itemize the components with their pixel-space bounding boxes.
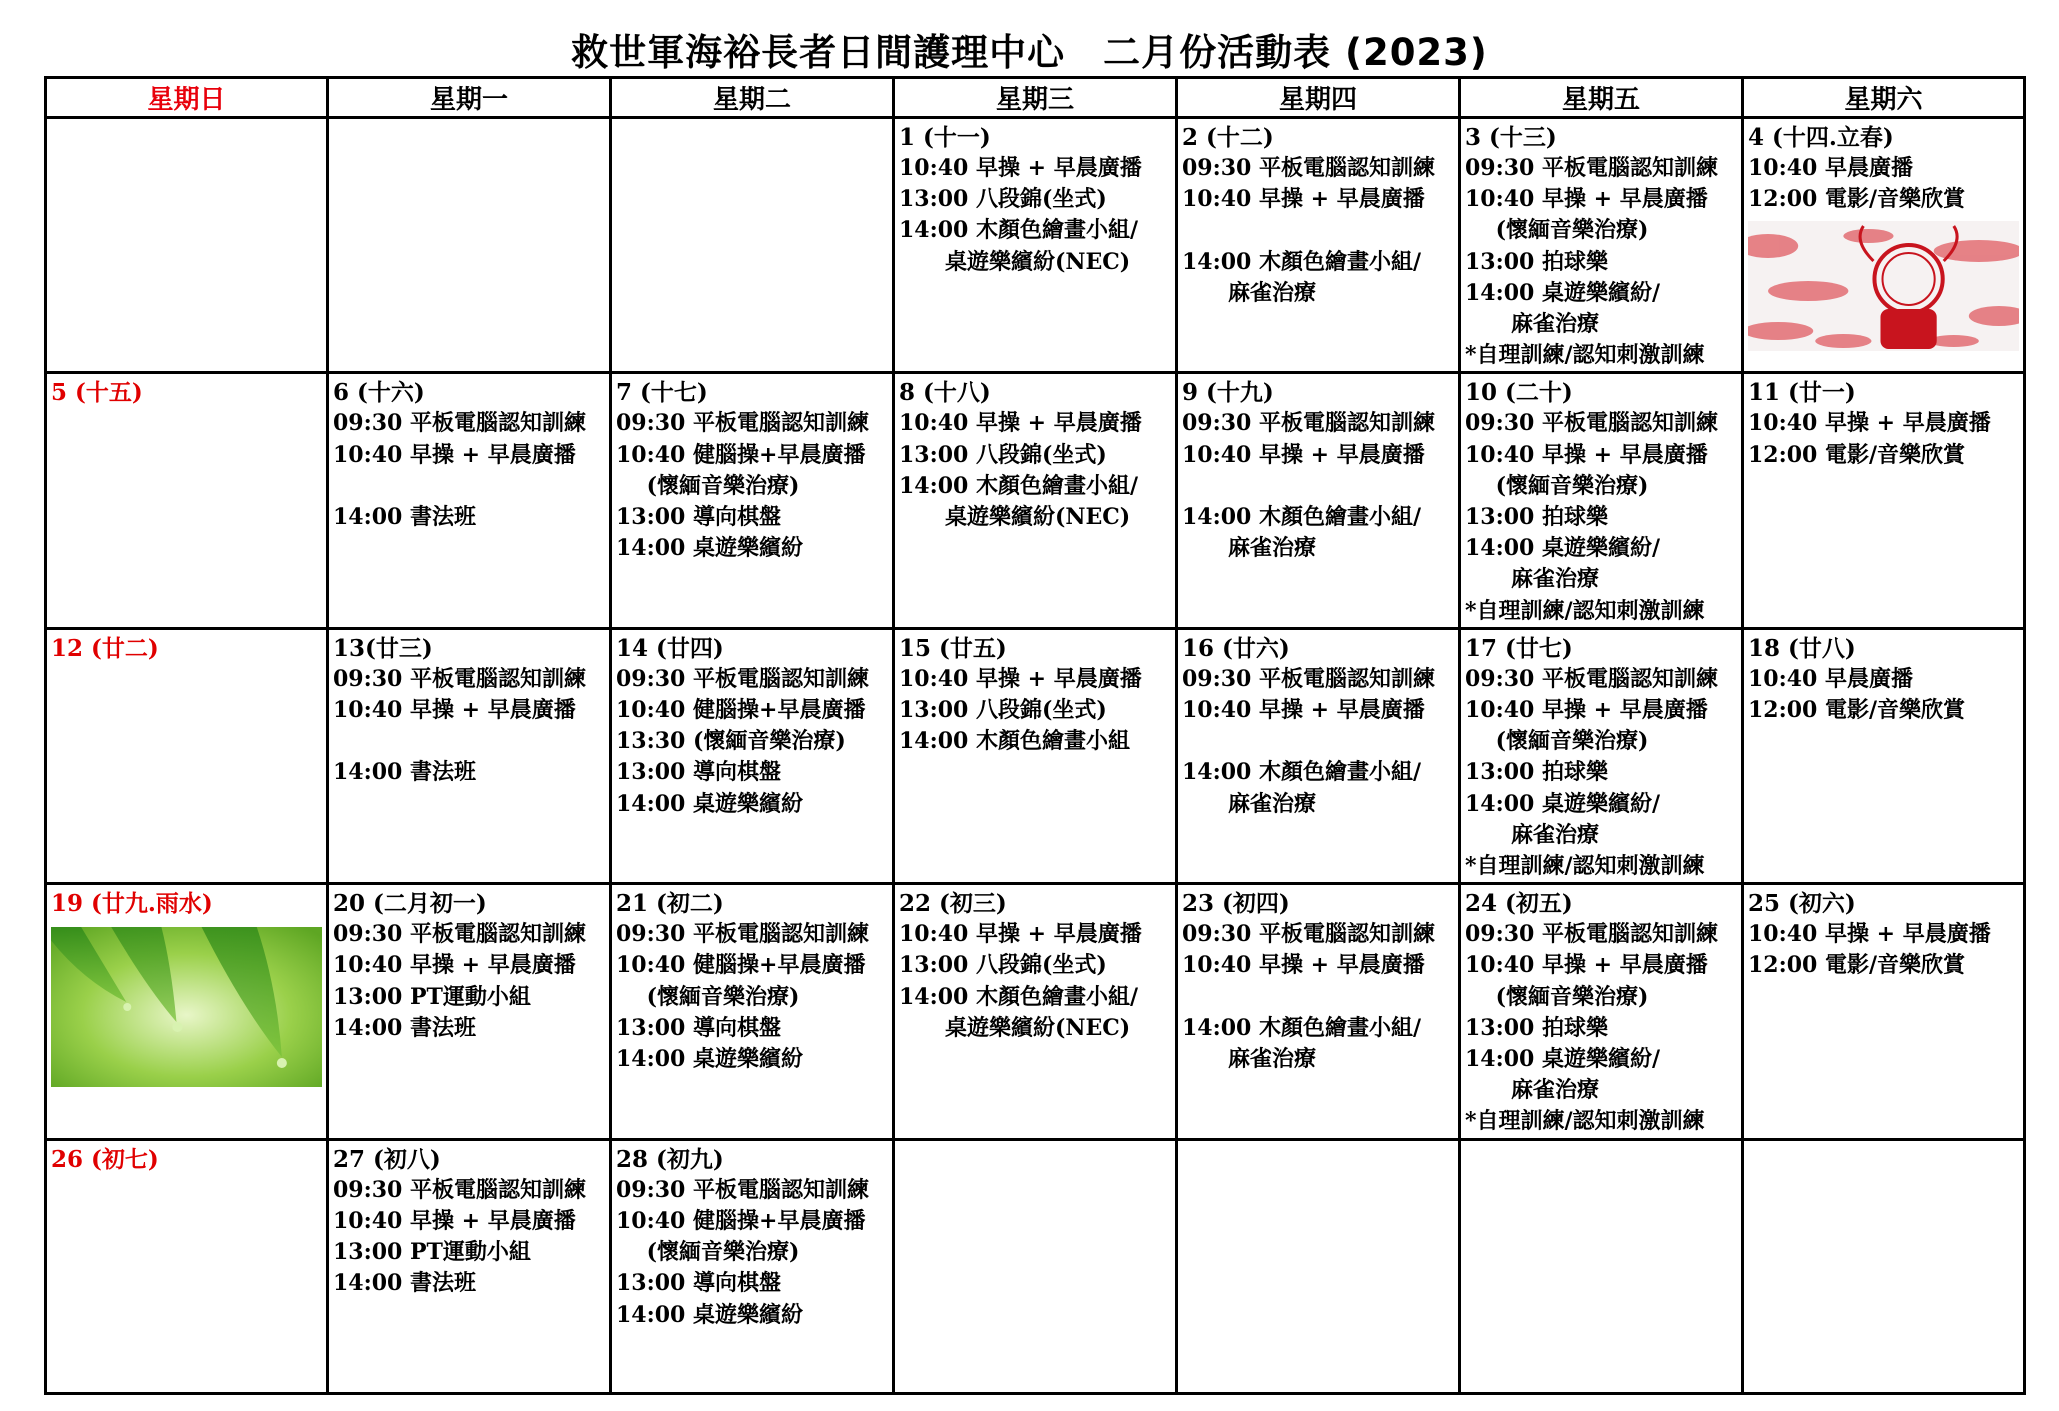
day-cell bbox=[328, 628, 611, 883]
activity-line: (懷緬音樂治療) bbox=[1465, 472, 1649, 499]
activity-line: 14:00 書法班 bbox=[333, 504, 477, 531]
day-cell bbox=[611, 884, 894, 1139]
activity-line: 14:00 桌遊樂繽紛 bbox=[616, 1301, 804, 1328]
day-number: 7 (十七) bbox=[616, 379, 708, 407]
activity-line bbox=[1182, 215, 1454, 246]
week-row bbox=[46, 1139, 2025, 1393]
activity-line: (懷緬音樂治療) bbox=[616, 983, 800, 1010]
day-cell bbox=[1177, 884, 1460, 1139]
day-cell bbox=[1177, 628, 1460, 883]
activity-line: 10:40 早操 + 早晨廣播 bbox=[333, 441, 576, 468]
activity-line: 10:40 早操 + 早晨廣播 bbox=[1465, 186, 1708, 213]
week-row bbox=[46, 628, 2025, 883]
activity-line: 14:00 桌遊樂繽紛/ bbox=[1465, 279, 1661, 306]
activity-line bbox=[333, 726, 605, 757]
activity-line bbox=[1182, 726, 1454, 757]
activity-line: (懷緬音樂治療) bbox=[1465, 217, 1649, 244]
activity-line: 麻雀治療 bbox=[1465, 1077, 1599, 1104]
day-cell bbox=[328, 1139, 611, 1393]
activity-line: 10:40 早操 + 早晨廣播 bbox=[1465, 697, 1708, 724]
empty-day-cell bbox=[1177, 1139, 1460, 1393]
activity-line: 09:30 平板電腦認知訓練 bbox=[333, 410, 587, 437]
day-cell bbox=[1460, 628, 1743, 883]
day-cell bbox=[1743, 884, 2025, 1139]
day-number: 28 (初九) bbox=[616, 1145, 724, 1173]
activity-line: 09:30 平板電腦認知訓練 bbox=[1465, 155, 1719, 181]
activity-line: 10:40 早操 + 早晨廣播 bbox=[1748, 921, 1991, 948]
day-cell bbox=[1460, 118, 1743, 373]
activity-line: 麻雀治療 bbox=[1465, 821, 1599, 848]
activity-line: 09:30 平板電腦認知訓練 bbox=[1182, 155, 1436, 181]
activity-line: 12:00 電影/音樂欣賞 bbox=[1748, 952, 1966, 979]
activity-line: 10:40 健腦操+早晨廣播 bbox=[616, 1207, 866, 1234]
day-cell bbox=[1177, 373, 1460, 628]
activity-line: 14:00 桌遊樂繽紛 bbox=[616, 1046, 804, 1073]
weekday-header-row bbox=[46, 78, 2025, 118]
activity-line: *自理訓練/認知刺激訓練 bbox=[1465, 853, 1705, 880]
empty-day-cell bbox=[46, 118, 328, 373]
day-number: 17 (廿七) bbox=[1465, 634, 1573, 662]
weekday-header: 星期四 bbox=[1177, 78, 1460, 118]
activity-line: 10:40 早操 + 早晨廣播 bbox=[333, 697, 576, 724]
day-cell bbox=[611, 373, 894, 628]
day-number: 24 (初五) bbox=[1465, 890, 1573, 918]
day-cell bbox=[46, 884, 328, 1139]
activity-line: 14:00 書法班 bbox=[333, 1270, 477, 1297]
activity-line: *自理訓練/認知刺激訓練 bbox=[1465, 597, 1705, 624]
activity-line: (懷緬音樂治療) bbox=[1465, 728, 1649, 755]
activity-line: 桌遊樂繽紛(NEC) bbox=[899, 504, 1131, 531]
activity-line: 13:00 導向棋盤 bbox=[616, 504, 782, 531]
activity-line: 10:40 健腦操+早晨廣播 bbox=[616, 697, 866, 724]
day-number: 1 (十一) bbox=[899, 124, 991, 151]
day-cell bbox=[46, 373, 328, 628]
day-number: 18 (廿八) bbox=[1748, 634, 1856, 662]
activity-line: 13:00 PT運動小組 bbox=[333, 983, 531, 1010]
week-row bbox=[46, 373, 2025, 628]
weekday-header: 星期日 bbox=[46, 78, 328, 118]
day-number: 10 (二十) bbox=[1465, 379, 1573, 407]
activity-line: 14:00 桌遊樂繽紛 bbox=[616, 790, 804, 817]
calendar-table bbox=[44, 76, 2026, 1395]
activity-line: 12:00 電影/音樂欣賞 bbox=[1748, 186, 1966, 213]
activity-line: 13:00 PT運動小組 bbox=[333, 1239, 531, 1266]
day-cell bbox=[46, 628, 328, 883]
activity-line: (懷緬音樂治療) bbox=[616, 1239, 800, 1266]
weekday-header: 星期二 bbox=[611, 78, 894, 118]
day-cell bbox=[1460, 373, 1743, 628]
activity-line: 10:40 早操 + 早晨廣播 bbox=[1182, 186, 1425, 213]
activity-line: 12:00 電影/音樂欣賞 bbox=[1748, 697, 1966, 724]
activity-line: 麻雀治療 bbox=[1182, 790, 1316, 817]
day-number: 20 (二月初一) bbox=[333, 890, 487, 918]
day-number: 25 (初六) bbox=[1748, 890, 1856, 918]
day-number: 26 (初七) bbox=[51, 1145, 159, 1173]
activity-line: 14:00 木顏色繪畫小組/ bbox=[899, 217, 1139, 244]
activity-line: 10:40 早操 + 早晨廣播 bbox=[333, 952, 576, 979]
day-number: 6 (十六) bbox=[333, 379, 425, 407]
activity-line: 10:40 健腦操+早晨廣播 bbox=[616, 952, 866, 979]
activity-line: 13:00 導向棋盤 bbox=[616, 1270, 782, 1297]
activity-line: 14:00 木顏色繪畫小組/ bbox=[1182, 248, 1422, 275]
activity-line: 09:30 平板電腦認知訓練 bbox=[333, 921, 587, 948]
day-cell bbox=[894, 884, 1177, 1139]
activity-line bbox=[1182, 471, 1454, 502]
day-cell bbox=[1743, 628, 2025, 883]
day-cell bbox=[894, 118, 1177, 373]
week-row bbox=[46, 884, 2025, 1139]
activity-line: 10:40 早操 + 早晨廣播 bbox=[899, 155, 1142, 181]
activity-line: 桌遊樂繽紛(NEC) bbox=[899, 248, 1131, 275]
activity-line: 10:40 早操 + 早晨廣播 bbox=[899, 410, 1142, 437]
empty-day-cell bbox=[328, 118, 611, 373]
activity-line: 麻雀治療 bbox=[1465, 566, 1599, 593]
activity-line: 10:40 早操 + 早晨廣播 bbox=[899, 921, 1142, 948]
activity-line: 10:40 早晨廣播 bbox=[1748, 155, 1914, 181]
empty-day-cell bbox=[1743, 1139, 2025, 1393]
activity-line: 10:40 早操 + 早晨廣播 bbox=[1182, 441, 1425, 468]
activity-line: 09:30 平板電腦認知訓練 bbox=[333, 665, 587, 692]
activity-line: 麻雀治療 bbox=[1465, 311, 1599, 338]
day-number: 3 (十三) bbox=[1465, 124, 1557, 151]
activity-line: 14:00 木顏色繪畫小組/ bbox=[1182, 759, 1422, 786]
activity-line: 09:30 平板電腦認知訓練 bbox=[616, 410, 870, 437]
activity-line: 麻雀治療 bbox=[1182, 535, 1316, 562]
day-number: 8 (十八) bbox=[899, 379, 991, 407]
activity-line: 10:40 早操 + 早晨廣播 bbox=[1748, 410, 1991, 437]
weekday-header: 星期六 bbox=[1743, 78, 2025, 118]
weekday-header: 星期一 bbox=[328, 78, 611, 118]
activity-line: 13:00 八段錦(坐式) bbox=[899, 952, 1107, 979]
activity-line bbox=[1182, 982, 1454, 1013]
empty-day-cell bbox=[1460, 1139, 1743, 1393]
activity-line: 14:00 木顏色繪畫小組/ bbox=[1182, 504, 1422, 531]
activity-line: 14:00 書法班 bbox=[333, 759, 477, 786]
day-number: 14 (廿四) bbox=[616, 634, 724, 662]
day-cell bbox=[46, 1139, 328, 1393]
activity-line: 14:00 桌遊樂繽紛/ bbox=[1465, 790, 1661, 817]
day-cell bbox=[894, 373, 1177, 628]
day-number: 19 (廿九.雨水) bbox=[51, 890, 213, 918]
activity-line: 13:00 導向棋盤 bbox=[616, 1014, 782, 1041]
activity-line: 13:30 (懷緬音樂治療) bbox=[616, 728, 846, 755]
activity-line: *自理訓練/認知刺激訓練 bbox=[1465, 342, 1705, 369]
day-number: 22 (初三) bbox=[899, 890, 1007, 918]
activity-line: 14:00 桌遊樂繽紛/ bbox=[1465, 535, 1661, 562]
activity-line: 13:00 拍球樂 bbox=[1465, 504, 1609, 531]
activity-line: 12:00 電影/音樂欣賞 bbox=[1748, 441, 1966, 468]
activity-line: 14:00 木顏色繪畫小組/ bbox=[1182, 1014, 1422, 1041]
week-row bbox=[46, 118, 2025, 373]
day-cell bbox=[1743, 118, 2025, 373]
page-title: 救世軍海裕長者日間護理中心 二月份活動表 (2023) bbox=[571, 31, 1488, 74]
day-number: 27 (初八) bbox=[333, 1145, 441, 1173]
activity-line: 09:30 平板電腦認知訓練 bbox=[1182, 921, 1436, 948]
day-number: 4 (十四.立春) bbox=[1748, 124, 1894, 151]
day-number: 21 (初二) bbox=[616, 890, 724, 918]
activity-line: 10:40 早操 + 早晨廣播 bbox=[1465, 441, 1708, 468]
activity-line: 14:00 書法班 bbox=[333, 1014, 477, 1041]
lichun-paper-cut-image bbox=[1748, 221, 2019, 351]
day-number: 2 (十二) bbox=[1182, 124, 1274, 151]
activity-line: (懷緬音樂治療) bbox=[1465, 983, 1649, 1010]
activity-line: 10:40 早操 + 早晨廣播 bbox=[333, 1207, 576, 1234]
activity-line: 13:00 拍球樂 bbox=[1465, 248, 1609, 275]
activity-line: 09:30 平板電腦認知訓練 bbox=[1182, 665, 1436, 692]
day-number: 13(廿三) bbox=[333, 634, 433, 662]
day-number: 15 (廿五) bbox=[899, 634, 1007, 662]
day-cell bbox=[894, 628, 1177, 883]
day-cell bbox=[328, 884, 611, 1139]
day-number: 16 (廿六) bbox=[1182, 634, 1290, 662]
activity-line bbox=[333, 471, 605, 502]
empty-day-cell bbox=[611, 118, 894, 373]
day-number: 9 (十九) bbox=[1182, 379, 1274, 407]
activity-line: 09:30 平板電腦認知訓練 bbox=[1182, 410, 1436, 437]
activity-line: *自理訓練/認知刺激訓練 bbox=[1465, 1108, 1705, 1135]
yushui-green-leaves-image bbox=[51, 927, 322, 1087]
activity-line: 13:00 八段錦(坐式) bbox=[899, 697, 1107, 724]
day-cell bbox=[611, 628, 894, 883]
day-cell bbox=[328, 373, 611, 628]
empty-day-cell bbox=[894, 1139, 1177, 1393]
activity-line: 09:30 平板電腦認知訓練 bbox=[616, 665, 870, 692]
activity-line: 麻雀治療 bbox=[1182, 1046, 1316, 1073]
activity-line: 13:00 拍球樂 bbox=[1465, 1014, 1609, 1041]
activity-line: 麻雀治療 bbox=[1182, 279, 1316, 306]
day-cell bbox=[1460, 884, 1743, 1139]
day-number: 11 (廿一) bbox=[1748, 379, 1856, 407]
activity-line: 09:30 平板電腦認知訓練 bbox=[616, 921, 870, 948]
activity-line: 10:40 早晨廣播 bbox=[1748, 665, 1914, 692]
activity-line: 09:30 平板電腦認知訓練 bbox=[1465, 921, 1719, 948]
activity-line: 14:00 木顏色繪畫小組/ bbox=[899, 983, 1139, 1010]
day-cell bbox=[611, 1139, 894, 1393]
activity-line: 10:40 早操 + 早晨廣播 bbox=[899, 665, 1142, 692]
day-number: 5 (十五) bbox=[51, 379, 143, 407]
activity-line: 桌遊樂繽紛(NEC) bbox=[899, 1014, 1131, 1041]
activity-line: 10:40 早操 + 早晨廣播 bbox=[1182, 952, 1425, 979]
weekday-header: 星期三 bbox=[894, 78, 1177, 118]
day-cell bbox=[1743, 373, 2025, 628]
activity-line: 14:00 桌遊樂繽紛 bbox=[616, 535, 804, 562]
activity-line: 13:00 導向棋盤 bbox=[616, 759, 782, 786]
activity-line: 09:30 平板電腦認知訓練 bbox=[1465, 410, 1719, 437]
activity-line: 09:30 平板電腦認知訓練 bbox=[333, 1176, 587, 1203]
activity-line: (懷緬音樂治療) bbox=[616, 472, 800, 499]
activity-line: 09:30 平板電腦認知訓練 bbox=[1465, 665, 1719, 692]
activity-line: 13:00 八段錦(坐式) bbox=[899, 186, 1107, 213]
activity-line: 09:30 平板電腦認知訓練 bbox=[616, 1176, 870, 1203]
activity-line: 10:40 健腦操+早晨廣播 bbox=[616, 441, 866, 468]
day-cell bbox=[1177, 118, 1460, 373]
activity-line: 14:00 木顏色繪畫小組/ bbox=[899, 472, 1139, 499]
activity-line: 10:40 早操 + 早晨廣播 bbox=[1465, 952, 1708, 979]
activity-line: 14:00 桌遊樂繽紛/ bbox=[1465, 1046, 1661, 1073]
activity-line: 13:00 拍球樂 bbox=[1465, 759, 1609, 786]
activity-line: 10:40 早操 + 早晨廣播 bbox=[1182, 697, 1425, 724]
activity-line: 14:00 木顏色繪畫小組 bbox=[899, 728, 1131, 755]
weekday-header: 星期五 bbox=[1460, 78, 1743, 118]
activity-line: 13:00 八段錦(坐式) bbox=[899, 441, 1107, 468]
day-number: 12 (廿二) bbox=[51, 634, 159, 662]
day-number: 23 (初四) bbox=[1182, 890, 1290, 918]
